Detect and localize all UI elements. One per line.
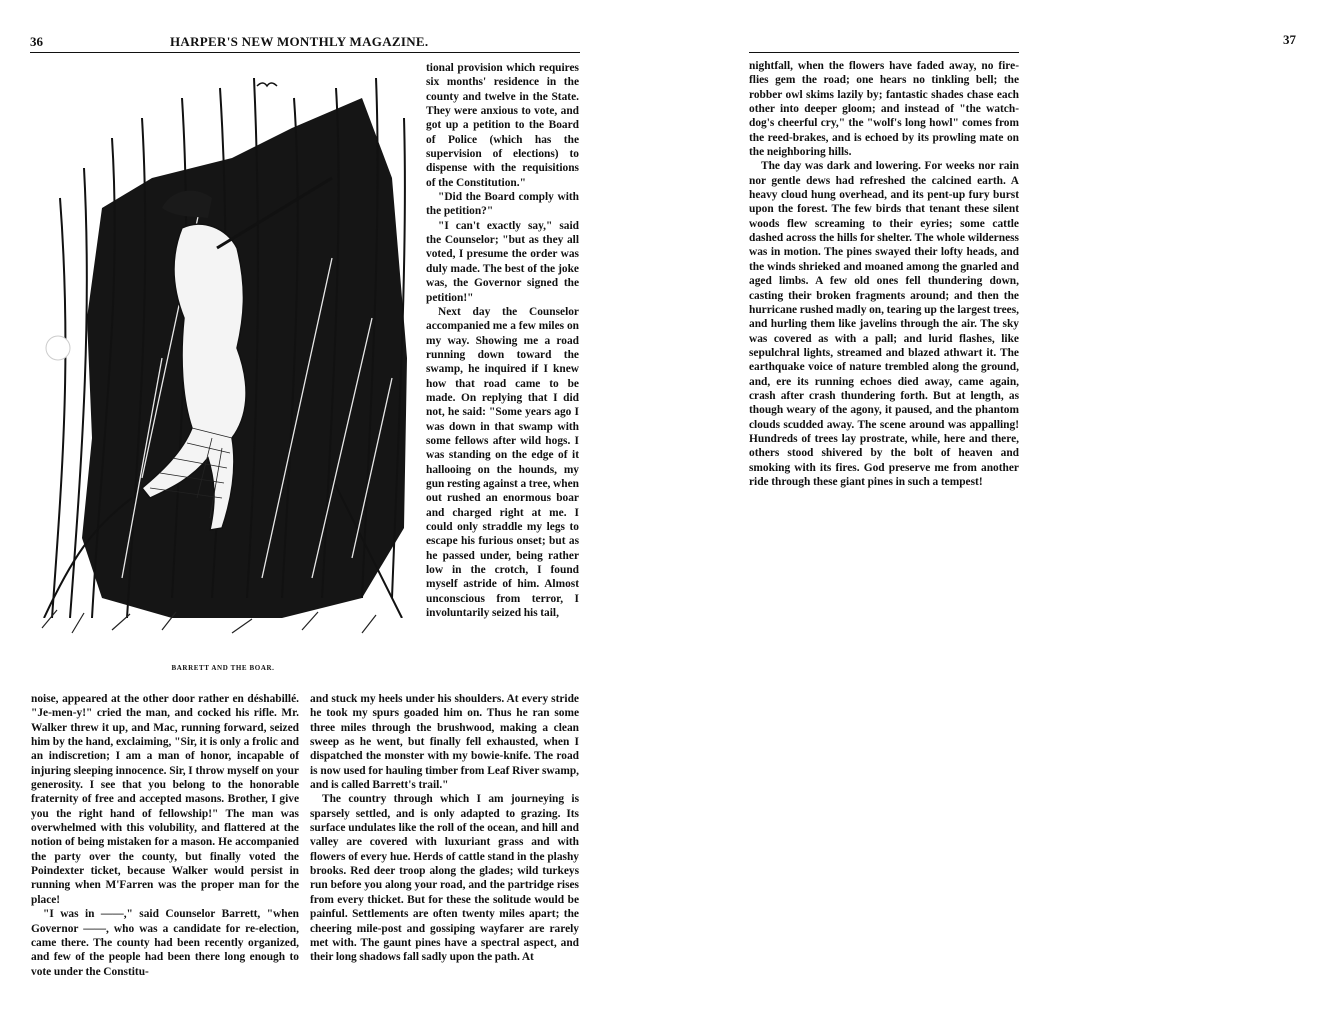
paragraph: "Did the Board comply with the petition?" (426, 191, 579, 218)
column-rule (749, 52, 1019, 53)
right-page (660, 0, 1320, 1020)
paragraph: and stuck my heels under his shoulders. At every stride he took my spurs goaded him on. Thus he ran some three miles through the brushwood, making a clean sweep as he went, but finally fell exhausted, when I dispatched the monster with my bowie-knife. The road is now used for hauling timber from Leaf River swamp, and is called Barrett's trail." (310, 693, 579, 792)
text-column-beside-figure (426, 61, 579, 620)
page-header (30, 34, 580, 53)
paragraph: The day was dark and lowering. For weeks nor rain nor gentle dews had refreshed the calcined earth. A heavy cloud hung overhead, and its pent-up fury burst upon the forest. The few birds that tenant these silent woods flew screaming to their eyries; some cattle dashed across the hills for shelter. The whole wilderness was in motion. The pines swayed their lofty heads, and the winds shrieked and moaned among the gnarled and aged limbs. A few old ones fell thundering down, casting their broken fragments around; and then the hurricane rushed madly on, tearing up the largest trees, and hurling them like javelins through the air. The sky was covered as with a pall; and lurid flashes, like sepulchral lights, streamed and blazed athwart it. The earthquake voice of nature trembled along the ground, and, ere its running echoes died away, came again, crash after crash thundering forth. But at length, as though weary of the agony, it paused, and the phantom clouds scudded away. The scene around was appalling! Hundreds of trees lay prostrate, while, here and there, others stood shivered by the bolt of heaven and smoking with its fires. God preserve me from another ride through these giant pines in such a tempest! (749, 160, 1019, 488)
paragraph: "I was in ——," said Counselor Barrett, "when Governor ——, who was a candidate for re-election, came there. The county had been recently organized, and few of the people had been there long enough to vote under the Constitu- (31, 908, 299, 978)
paragraph: The country through which I am journeying is sparsely settled, and is only adapted to grazing. Its surface undulates like the roll of the ocean, and hill and valley are covered with luxuriant grass and with flowers of every hue. Herds of cattle stand in the plashy brooks. Red deer troop along the glades; wild turkeys run before you along your road, and the partridge rises from every thicket. But for these the solitude would be painful. Settlements are often twenty miles apart; the cheering mile-post and gossiping wayfarer are rarely met with. The gaunt pines have a spectral aspect, and their long shadows fall sadly upon the path. At (310, 793, 579, 964)
figure-caption: BARRETT AND THE BOAR. (171, 664, 275, 672)
paragraph: noise, appeared at the other door rather en déshabillé. "Je-men-y!" cried the man, and cocked his rifle. Mr. Walker threw it up, and Mac, running forward, seized him by the hand, exclaiming, "Sir, it is only a frolic and an indiscretion; I am a man of honor, incapable of injuring sleeping innocence. Sir, I throw myself on your generosity. I see that you belong to the honorable fraternity of free and accepted masons. Brother, I give you the right hand of fellowship!" The man was overwhelmed with this volubility, and flattered at the notion of being mistaken for a mason. He accompanied the party over the county, but finally voted the Poindexter ticket, because Walker would persist in running when M'Farren was the proper man for the place! (31, 693, 299, 906)
paragraph: nightfall, when the flowers have faded away, no fire-flies gem the road; one hears no tinkling bell; the robber owl skims lazily by; fantastic shades chase each other into deeper gloom; and instead of "the watch-dog's cheerful cry," the "wolf's long howl" comes from the reed-brakes, and is echoed by its prowling mate on the neighboring hills. (749, 60, 1019, 159)
text-column-right-page (749, 59, 1019, 489)
text-column-bottom-left (31, 692, 299, 979)
engraving-image (32, 58, 414, 658)
paragraph: Next day the Counselor accompanied me a few miles on my way. Showing me a road running down toward the swamp, he inquired if I knew how that road came to be made. On replying that I did not, he said: "Some years ago I was down in that swamp with some fellows after wild hogs. I was standing on the edge of it hallooing on the hounds, my gun resting against a tree, when out rushed an enormous boar and charged right at me. I could only straddle my legs to escape his furious onset; but as he passed under, being rather low in the crotch, I found myself astride of him. Almost unconscious from terror, I involuntarily seized his tail, (426, 305, 579, 620)
running-head: HARPER'S NEW MONTHLY MAGAZINE. (170, 34, 429, 49)
paragraph: tional provision which requires six months' residence in the county and twelve in the State. They were anxious to vote, and got up a petition to the Board of Police (which has the supervision of elections) to dispense with the requisitions of the Constitution." (426, 62, 579, 189)
page-number: 36 (30, 34, 43, 49)
text-column-bottom-right (310, 692, 579, 965)
paragraph: "I can't exactly say," said the Counselor; "but as they all voted, I presume the order was duly made. The best of the joke was, the Governor signed the petition!" (426, 219, 579, 304)
page-number: 37 (1283, 32, 1296, 47)
illustration-barrett-and-boar (32, 58, 414, 678)
